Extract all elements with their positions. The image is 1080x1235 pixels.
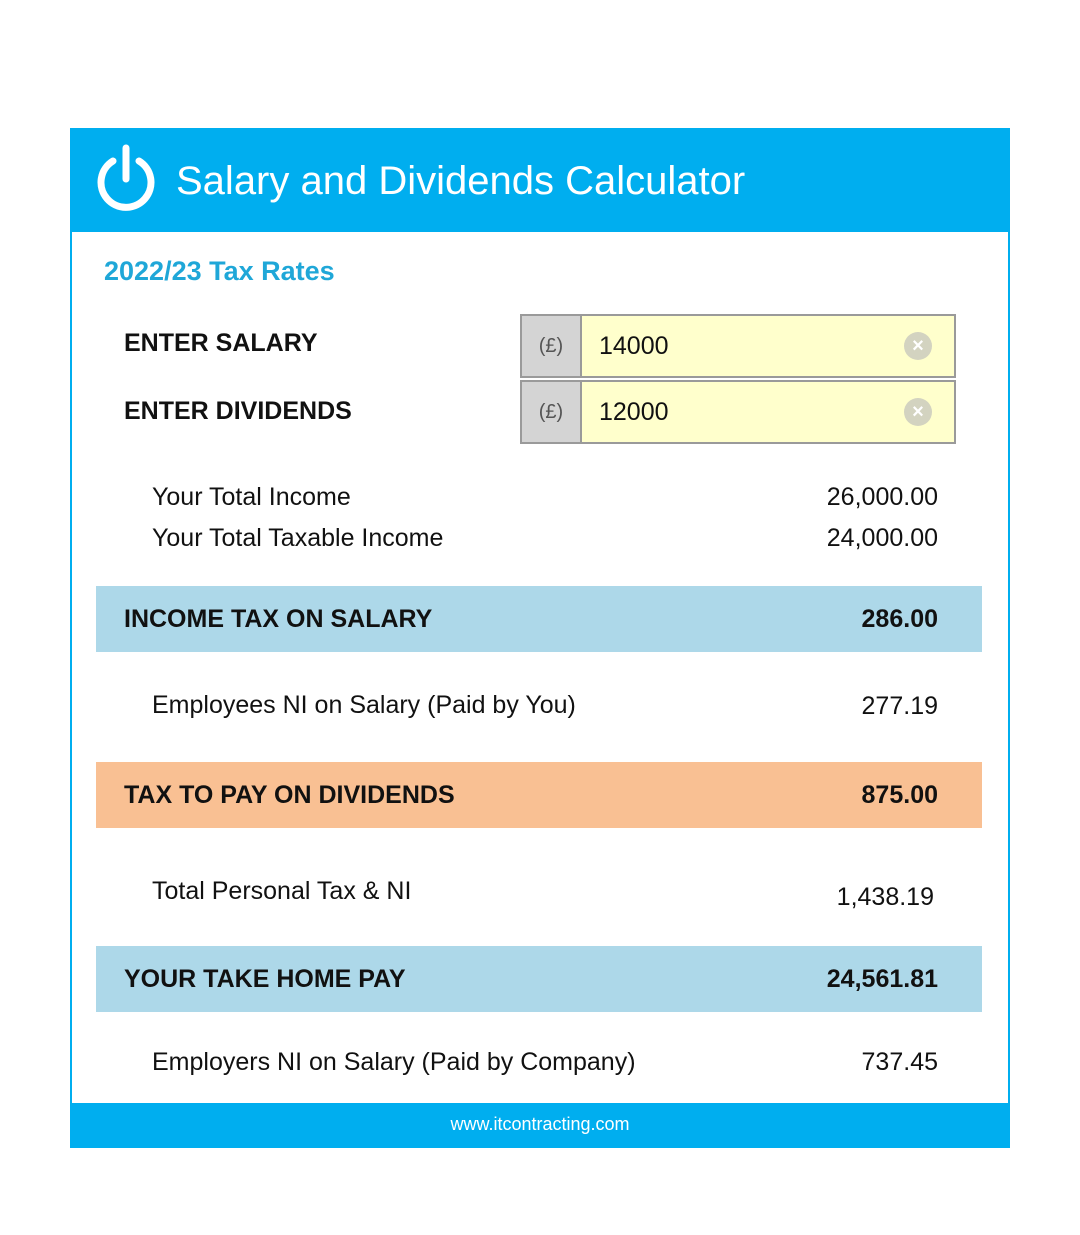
employees-ni-label: Employees NI on Salary (Paid by You) bbox=[152, 691, 576, 719]
take-home-label: YOUR TAKE HOME PAY bbox=[124, 964, 406, 993]
total-personal-tax-label: Total Personal Tax & NI bbox=[152, 877, 412, 905]
take-home-value: 24,561.81 bbox=[826, 964, 938, 993]
salary-input[interactable] bbox=[582, 316, 954, 376]
calculator-card bbox=[70, 128, 1010, 1148]
income-tax-band bbox=[96, 586, 982, 652]
salary-label: ENTER SALARY bbox=[124, 329, 318, 357]
dividends-tax-value: 875.00 bbox=[861, 780, 938, 809]
total-taxable-income-value: 24,000.00 bbox=[826, 524, 938, 552]
salary-input-group bbox=[520, 314, 956, 378]
salary-field-wrap bbox=[582, 316, 954, 376]
dividends-tax-label: TAX TO PAY ON DIVIDENDS bbox=[124, 780, 455, 809]
dividends-field-wrap bbox=[582, 382, 954, 442]
power-icon bbox=[94, 143, 158, 211]
salary-currency-prefix: (£) bbox=[522, 316, 582, 376]
income-tax-label: INCOME TAX ON SALARY bbox=[124, 604, 433, 633]
total-taxable-income-label: Your Total Taxable Income bbox=[152, 524, 444, 552]
footer-bar bbox=[72, 1103, 1008, 1146]
header-bar bbox=[72, 130, 1008, 232]
dividends-tax-band bbox=[96, 762, 982, 828]
salary-clear-icon[interactable]: × bbox=[904, 332, 932, 360]
footer-link[interactable]: www.itcontracting.com bbox=[450, 1114, 630, 1134]
dividends-currency-prefix: (£) bbox=[522, 382, 582, 442]
employers-ni-label: Employers NI on Salary (Paid by Company) bbox=[152, 1048, 636, 1076]
total-personal-tax-value: 1,438.19 bbox=[836, 883, 934, 911]
total-income-label: Your Total Income bbox=[152, 483, 351, 511]
employers-ni-value: 737.45 bbox=[861, 1048, 938, 1076]
page-title: Salary and Dividends Calculator bbox=[176, 159, 746, 203]
take-home-band bbox=[96, 946, 982, 1012]
tax-year-label: 2022/23 Tax Rates bbox=[104, 256, 335, 286]
dividends-clear-icon[interactable]: × bbox=[904, 398, 932, 426]
income-tax-value: 286.00 bbox=[861, 604, 938, 633]
dividends-label: ENTER DIVIDENDS bbox=[124, 397, 352, 425]
total-income-value: 26,000.00 bbox=[826, 483, 938, 511]
dividends-input-group bbox=[520, 380, 956, 444]
dividends-input[interactable] bbox=[582, 382, 954, 442]
employees-ni-value: 277.19 bbox=[861, 692, 938, 720]
